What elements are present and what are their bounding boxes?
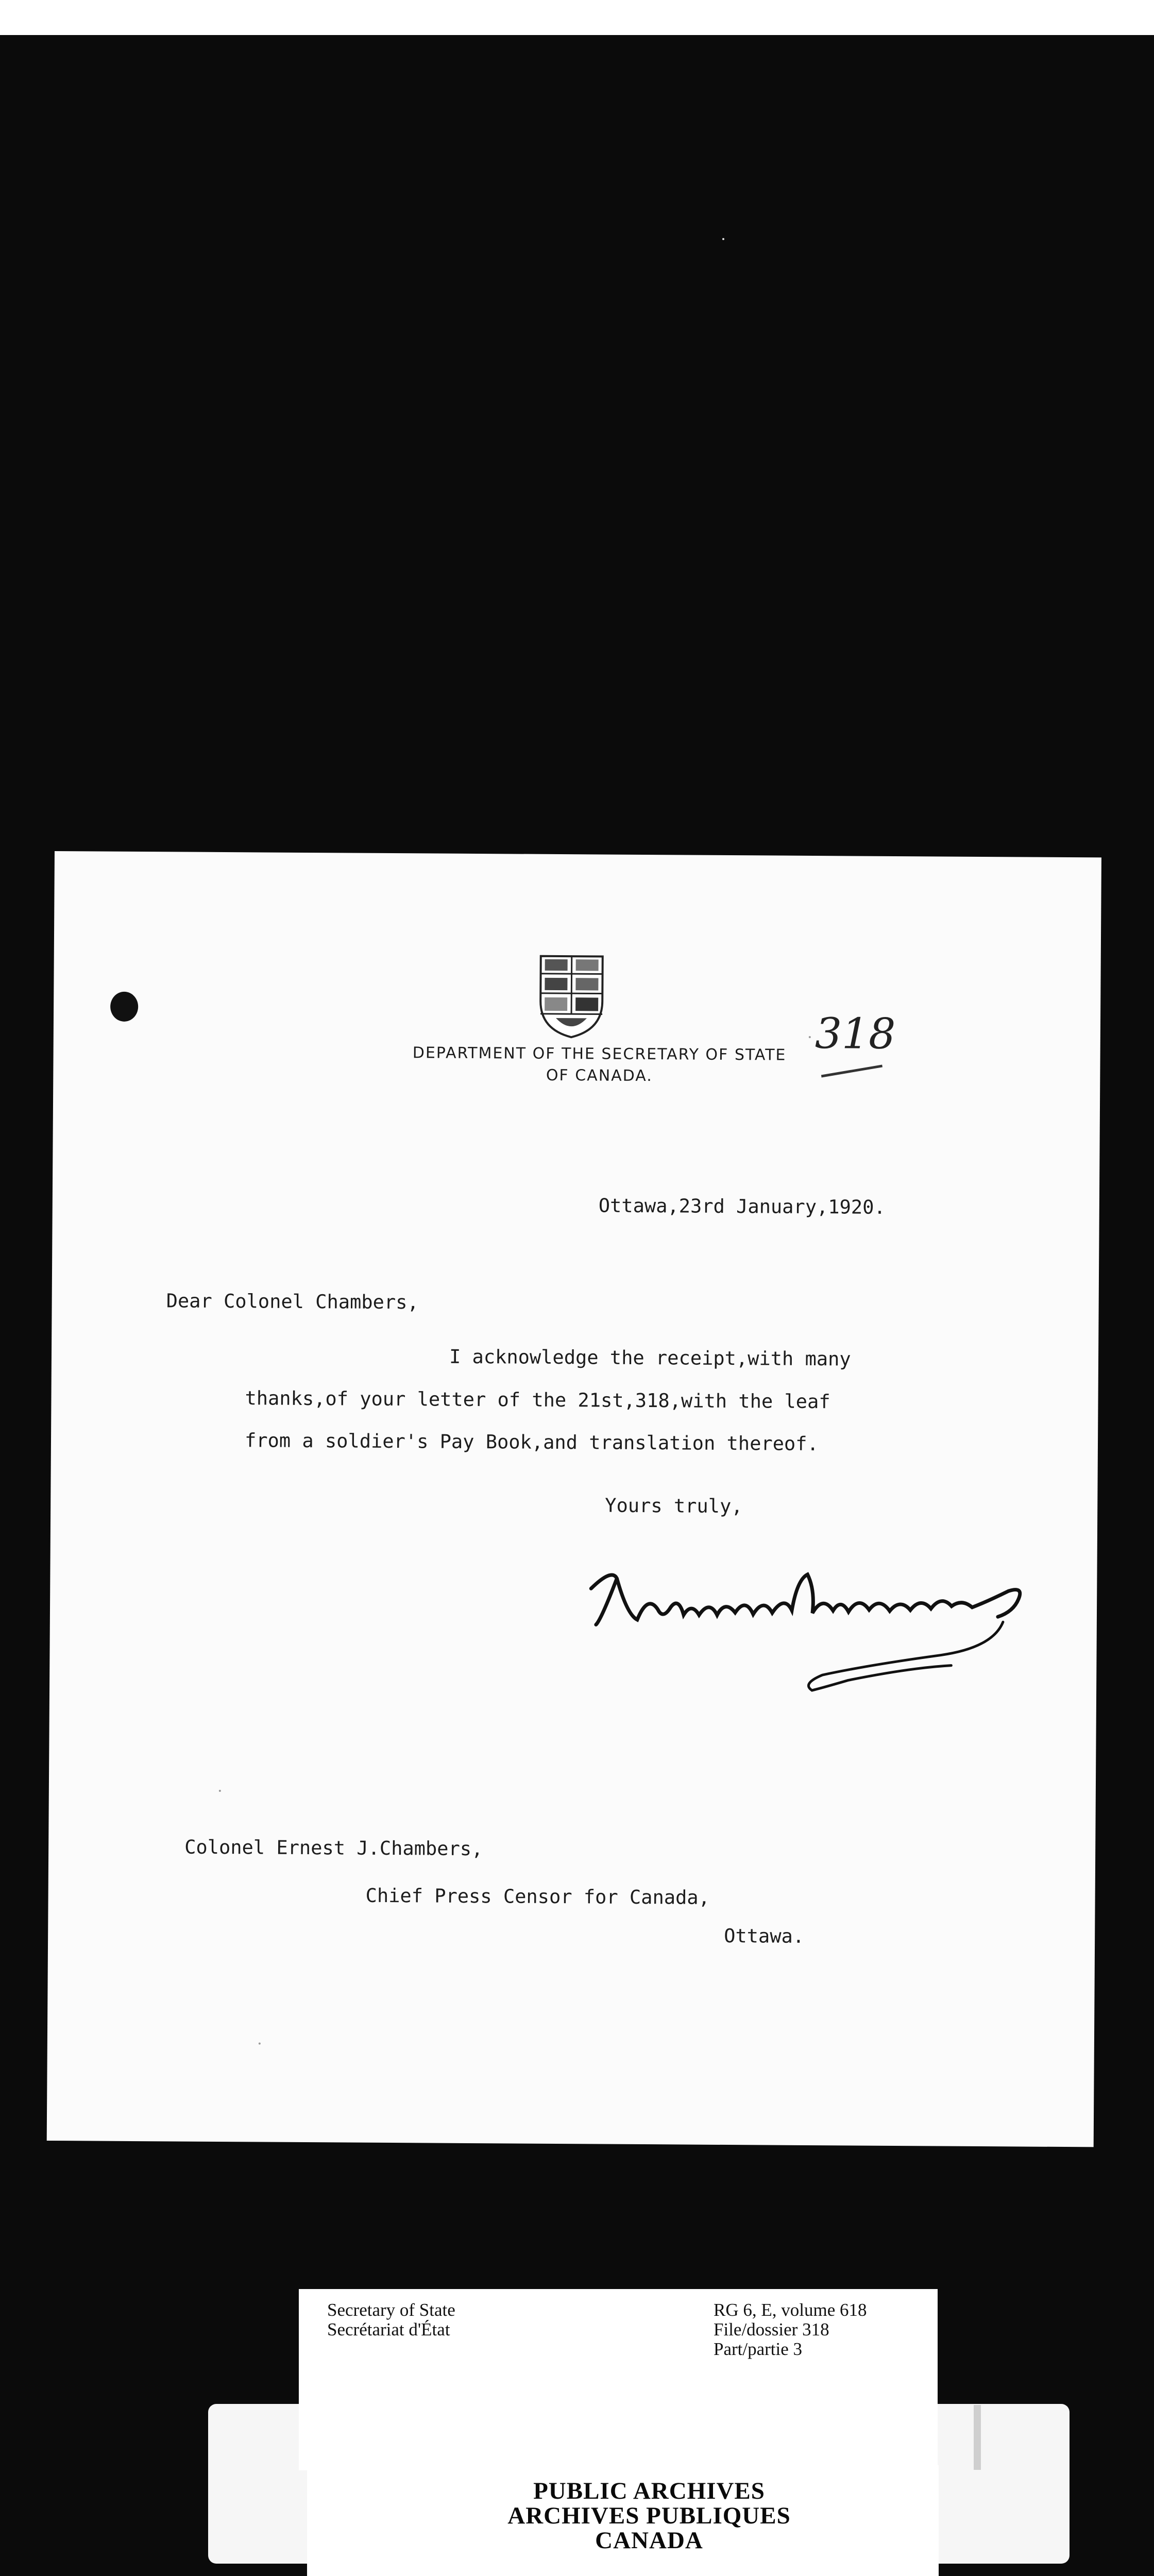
card-agency-fr: Secrétariat d'État [327,2319,450,2340]
handwritten-signature [580,1547,1034,1704]
handwritten-file-number: 318 [814,1009,896,1059]
stamp-line: PUBLIC ARCHIVES [533,2478,765,2504]
addressee-line: Chief Press Censor for Canada, [365,1884,710,1909]
department-name: DEPARTMENT OF THE SECRETARY OF STATE [412,1044,787,1064]
scan-dust [722,238,724,240]
card-holder-edge [974,2405,981,2470]
addressee-line: Ottawa. [724,1924,805,1947]
closing: Yours truly, [605,1494,743,1518]
body-line: thanks,of your letter of the 21st,318,with the leaf [245,1387,830,1413]
addressee-line: Colonel Ernest J.Chambers, [184,1836,483,1860]
stamp-line: ARCHIVES PUBLIQUES [507,2502,791,2529]
stamp-line: CANADA [595,2527,703,2554]
card-part: Part/partie 3 [714,2339,803,2359]
body-line: I acknowledge the receipt,with many [449,1345,851,1370]
salutation: Dear Colonel Chambers, [166,1290,419,1314]
card-record-group: RG 6, E, volume 618 [714,2300,867,2320]
body-line: from a soldier's Pay Book,and translation thereof. [244,1429,819,1455]
punch-hole [110,992,138,1022]
paper-speck [219,1790,221,1792]
scan-top-border [0,0,1154,35]
letter-page [47,851,1101,2147]
department-name-line2: OF CANADA. [546,1066,653,1086]
archive-reference-card [299,2289,938,2470]
paper-speck [809,1036,811,1038]
canada-coat-of-arms-icon [535,952,608,1040]
paper-speck [259,2042,261,2044]
card-agency-en: Secretary of State [327,2300,455,2320]
card-file: File/dossier 318 [714,2319,829,2340]
dateline: Ottawa,23rd January,1920. [598,1194,886,1218]
